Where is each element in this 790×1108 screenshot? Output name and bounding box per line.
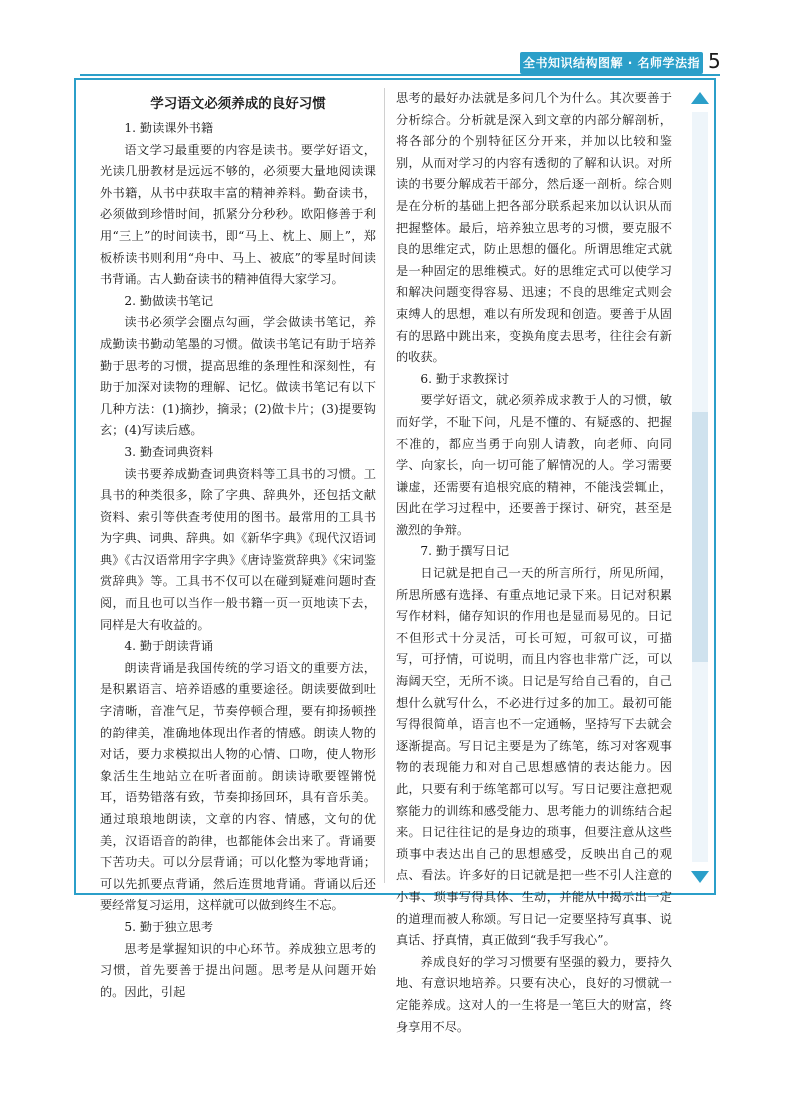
header-rule [80,74,720,76]
header-banner: 全书知识结构图解 · 名师学法指 [520,52,703,74]
content-frame [74,78,716,1034]
triangle-up-icon[interactable] [691,92,709,104]
left-column [100,88,376,1003]
section-heading: 4. 勤于朗读背诵 [124,639,214,654]
section-heading: 3. 勤查词典资料 [124,444,214,459]
triangle-down-icon[interactable] [691,871,709,883]
section-heading: 5. 勤于独立思考 [124,919,214,934]
paragraph: 读书要养成勤查词典资料等工具书的习惯。工具书的种类很多，除了字典、辞典外，还包括文献资料、索引等供查考使用的图书。最常用的工具书为字典、词典、辞典。如《新华字典》《现代汉语词典》《古汉语常用字字典》《唐诗鉴赏辞典》《宋词鉴赏辞典》等。工具书不仅可以在碰到疑难问题时查阅，而且也可以当作一般书籍一页一页地读下去，同样是大有收益的。 [100,466,376,632]
paragraph: 思考的最好办法就是多问几个为什么。其次要善于分析综合。分析就是深入到文章的内部分解剖析，将各部分的个别特征区分开来，并加以比较和鉴别，从而对学习的内容有透彻的了解和认识。对所读的书要分解成若干部分，然后逐一剖析。综合则是在分析的基础上把各部分联系起来加以认识从而把握整体。最后，培养独立思考的习惯，要克服不良的思维定式，防止思想的僵化。所谓思维定式就是一种固定的思维模式。好的思维定式可以使学习和解决问题变得容易、迅速；不良的思维定式则会束缚人的思想，难以有所发现和创造。要善于从固有的思路中跳出来，变换角度去思考，往往会有新的收获。 [396,91,672,365]
section-heading: 1. 勤读课外书籍 [124,121,214,135]
article-title: 学习语文必须养成的良好习惯 [150,96,326,112]
paragraph: 读书必须学会圈点勾画，学会做读书笔记，养成勤读书勤动笔墨的习惯。做读书笔记有助于培养勤于思考的习惯，提高思维的条理性和深刻性，有助于加深对读物的理解、记忆。做读书笔记有以下几种方法：(1)摘抄，摘录；(2)做卡片；(3)提要钩玄；(4)写读后感。 [100,315,376,438]
paragraph: 思考是掌握知识的中心环节。养成独立思考的习惯，首先要善于提出问题。思考是从问题开始的。因此，引起 [100,941,376,999]
section-heading: 2. 勤做读书笔记 [124,293,214,308]
paragraph: 朗读背诵是我国传统的学习语文的重要方法，是积累语言、培养语感的重要途径。朗读要做到吐字清晰，音准气足，节奏停顿合理，要有抑扬顿挫的韵律美，准确地体现出作者的情感。朗读人物的对话，要力求模拟出人物的心情、口吻，使人物形象活生生地站立在听者面前。朗读诗歌要铿锵悦耳，语势错落有致，节奏抑扬回环，具有音乐美。通过琅琅地朗读，文章的内容、情感，文句的优美，汉语语音的韵律，也都能体会出来了。背诵要下苦功夫。可以分层背诵；可以化整为零地背诵；可以先抓要点背诵，然后连贯地背诵。背诵以后还要经常复习运用，这样就可以做到终生不忘。 [100,660,376,913]
scroll-thumb[interactable] [692,412,708,662]
column-divider [384,88,385,883]
section-heading: 7. 勤于撰写日记 [420,544,510,559]
page-number: 5 [708,49,721,73]
right-column [396,88,672,1038]
paragraph: 要学好语文，就必须养成求教于人的习惯，敏而好学，不耻下问，凡是不懂的、有疑惑的、把握不准的，都应当勇于向别人请教，向老师、向同学、向家长，向一切可能了解情况的人。学习需要谦虚，还需要有追根究底的精神，不能浅尝辄止，因此在学习过程中，还要善于探讨、研究，甚至是激烈的争辩。 [396,393,672,537]
paragraph: 养成良好的学习习惯要有坚强的毅力，要持久地、有意识地培养。只要有决心，良好的习惯就一定能养成。这对人的一生将是一笔巨大的财富，终身享用不尽。 [396,954,672,1034]
paragraph: 日记就是把自己一天的所言所行，所见所闻，所思所感有选择、有重点地记录下来。日记对积累写作材料，储存知识的作用也是显而易见的。日记不但形式十分灵活，可长可短，可叙可议，可描写，可抒情，可说明，而且内容也非常广泛，可以海阔天空，无所不谈。日记是写给自己看的，自己想什么就写什么，不必进行过多的加工。最初可能写得很简单，语言也不一定通畅，坚持写下去就会逐渐提高。写日记主要是为了练笔，练习对客观事物的表现能力和对自己思想感情的表达能力。因此，只要有利于练笔都可以写。写日记要注意把观察能力的训练和感受能力、思考能力的训练结合起来。日记往往记的是身边的琐事，但要注意从这些琐事中表达出自己的思想感受，反映出自己的观点、看法。许多好的日记就是把一些不引人注意的小事、琐事写得具体、生动，并能从中揭示出一定的道理而被人称颂。写日记一定要坚持写真事、说真话、抒真情，真正做到“我手写我心”。 [396,566,672,948]
paragraph: 语文学习最重要的内容是读书。要学好语文，光读几册教材是远远不够的，必须要大量地阅读课外书籍，从书中获取丰富的精神养料。勤奋读书，必须做到珍惜时间，抓紧分分秒秒。欧阳修善于利用“三上”的时间读书，即“马上、枕上、厕上”，郑板桥读书则利用“舟中、马上、被底”的零星时间读书背诵。古人勤奋读书的精神值得大家学习。 [100,142,376,287]
scrollbar[interactable] [688,82,712,891]
section-heading: 6. 勤于求教探讨 [420,371,510,386]
